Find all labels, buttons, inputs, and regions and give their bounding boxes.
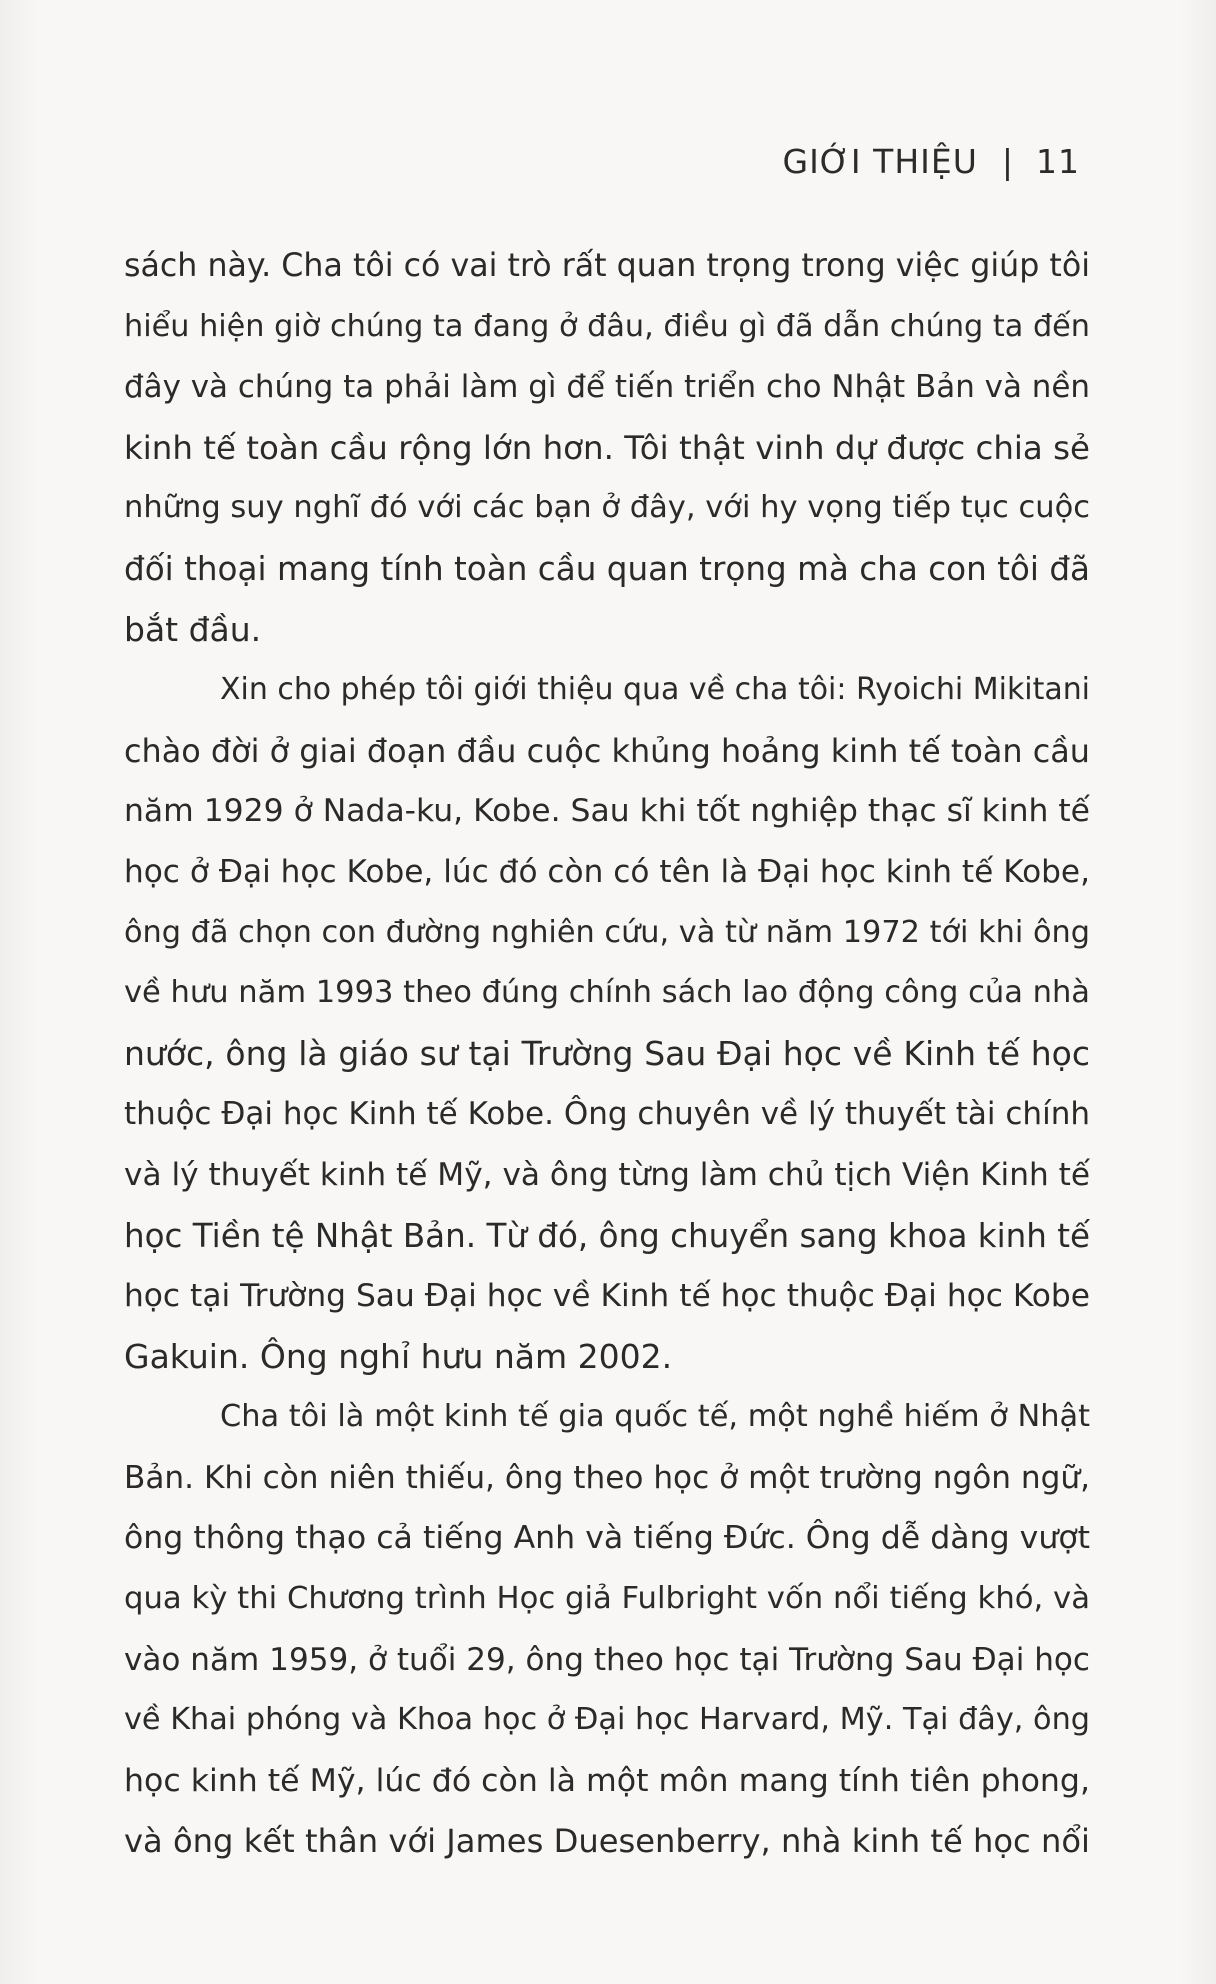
text-line: đối thoại mang tính toàn cầu quan trọng mà cha con tôi đã bbox=[124, 549, 1090, 588]
paragraph-3 bbox=[124, 1387, 1090, 1872]
text-line: những suy nghĩ đó với các bạn ở đây, với hy vọng tiếp tục cuộc bbox=[124, 490, 1090, 526]
header-separator: | bbox=[1001, 142, 1014, 181]
text-line: sách này. Cha tôi có vai trò rất quan trọng trong việc giúp tôi bbox=[124, 248, 1090, 284]
text-line: và lý thuyết kinh tế Mỹ, và ông từng làm chủ tịch Viện Kinh tế bbox=[124, 1156, 1090, 1193]
text-line: vào năm 1959, ở tuổi 29, ông theo học tại Trường Sau Đại học bbox=[124, 1641, 1090, 1678]
text-line: và ông kết thân với James Duesenberry, nhà kinh tế học nổi bbox=[124, 1822, 1090, 1861]
text-line: Cha tôi là một kinh tế gia quốc tế, một nghề hiếm ở Nhật bbox=[220, 1399, 1090, 1435]
text-line: Xin cho phép tôi giới thiệu qua về cha tôi: Ryoichi Mikitani bbox=[220, 672, 1090, 708]
text-line: học Tiền tệ Nhật Bản. Từ đó, ông chuyển sang khoa kinh tế bbox=[124, 1216, 1091, 1255]
running-header bbox=[783, 142, 1081, 181]
text-line: Gakuin. Ông nghỉ hưu năm 2002. bbox=[124, 1336, 673, 1376]
text-line: nước, ông là giáo sư tại Trường Sau Đại học về Kinh tế học bbox=[124, 1033, 1090, 1073]
text-line: thuộc Đại học Kinh tế Kobe. Ông chuyên về lý thuyết tài chính bbox=[124, 1096, 1090, 1133]
paragraph-1 bbox=[124, 236, 1090, 660]
text-line: hiểu hiện giờ chúng ta đang ở đâu, điều gì đã dẫn chúng ta đến bbox=[124, 308, 1090, 344]
section-title: GIỚI THIỆU bbox=[782, 142, 978, 181]
text-line: về hưu năm 1993 theo đúng chính sách lao động công của nhà bbox=[124, 975, 1090, 1011]
text-line: học kinh tế Mỹ, lúc đó còn là một môn mang tính tiên phong, bbox=[124, 1762, 1090, 1799]
text-line: về Khai phóng và Khoa học ở Đại học Harvard, Mỹ. Tại đây, ông bbox=[124, 1702, 1090, 1738]
text-line: chào đời ở giai đoạn đầu cuộc khủng hoảng kinh tế toàn cầu bbox=[124, 731, 1090, 770]
paragraph-2 bbox=[124, 660, 1090, 1387]
text-line: kinh tế toàn cầu rộng lớn hơn. Tôi thật vinh dự được chia sẻ bbox=[124, 428, 1090, 467]
text-line: ông thông thạo cả tiếng Anh và tiếng Đức. Ông dễ dàng vượt bbox=[124, 1520, 1090, 1557]
text-line: năm 1929 ở Nada-ku, Kobe. Sau khi tốt nghiệp thạc sĩ kinh tế bbox=[124, 793, 1090, 830]
text-line: học ở Đại học Kobe, lúc đó còn có tên là Đại học kinh tế Kobe, bbox=[124, 853, 1090, 890]
page-number: 11 bbox=[1036, 142, 1080, 181]
text-line: học tại Trường Sau Đại học về Kinh tế học thuộc Đại học Kobe bbox=[124, 1278, 1090, 1315]
body-text bbox=[124, 236, 1090, 1872]
text-line: đây và chúng ta phải làm gì để tiến triển cho Nhật Bản và nền bbox=[124, 369, 1090, 406]
text-line: qua kỳ thi Chương trình Học giả Fulbright vốn nổi tiếng khó, và bbox=[124, 1581, 1090, 1617]
text-line: Bản. Khi còn niên thiếu, ông theo học ở một trường ngôn ngữ, bbox=[124, 1459, 1090, 1496]
text-line: bắt đầu. bbox=[124, 609, 262, 649]
text-line: ông đã chọn con đường nghiên cứu, và từ năm 1972 tới khi ông bbox=[124, 914, 1090, 950]
